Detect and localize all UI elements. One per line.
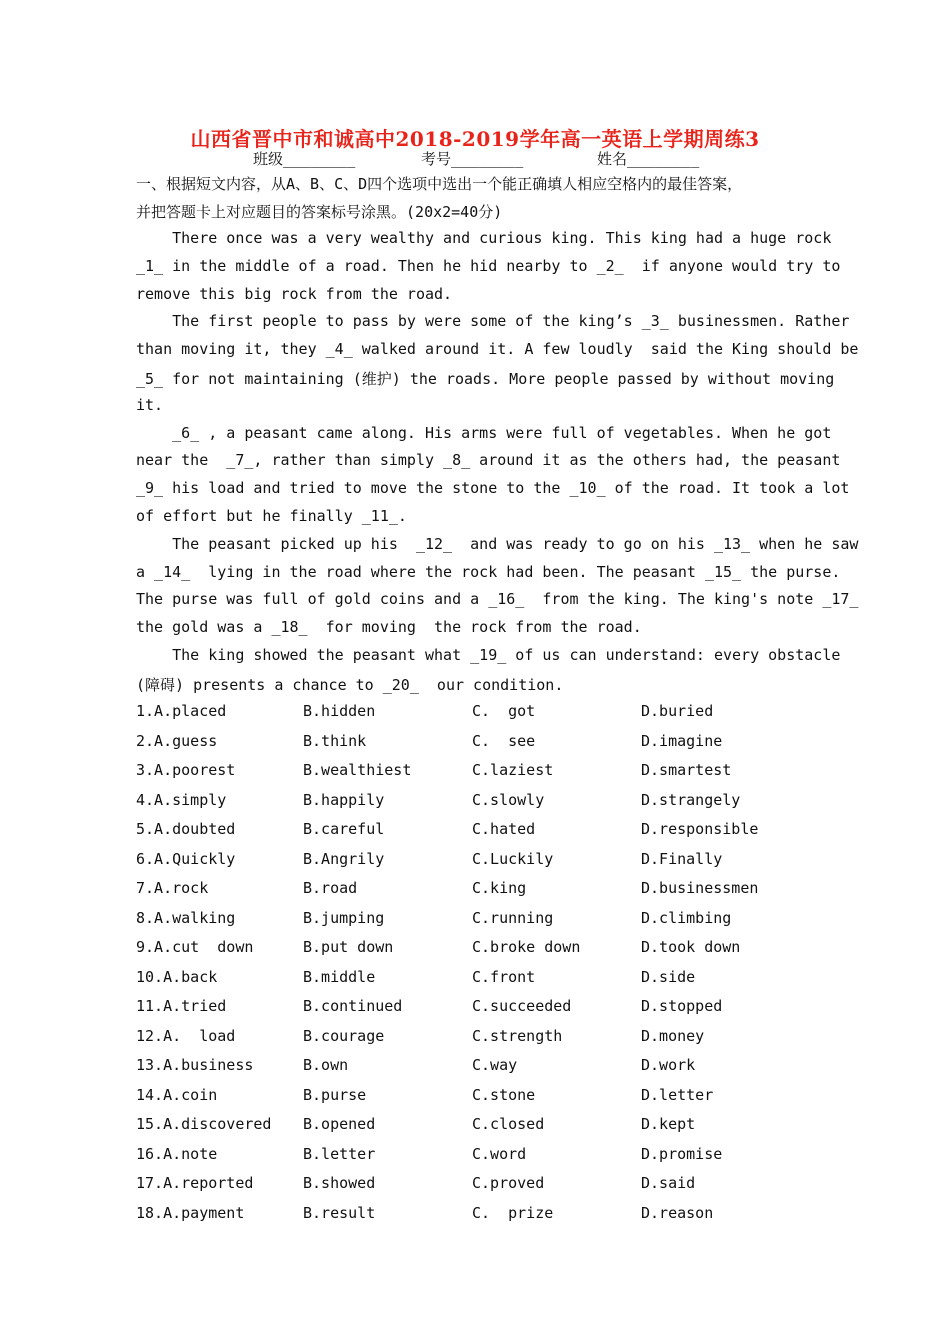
option-c: C.word: [472, 1144, 527, 1163]
option-c: C.front: [472, 967, 536, 986]
option-c: C.running: [472, 908, 554, 927]
passage-line: The king showed the peasant what _19_ of us can understand: every obstacle: [136, 646, 841, 664]
option-c: C.hated: [472, 820, 536, 838]
option-a: 1.A.placed: [136, 702, 227, 720]
passage-line: remove this big rock from the road.: [136, 284, 453, 303]
option-c: C. prize: [472, 1203, 554, 1222]
exam-number-field: 考号________: [421, 150, 524, 168]
option-a: 6.A.Quickly: [136, 849, 236, 868]
option-d: D.responsible: [641, 820, 759, 838]
option-d: D.money: [641, 1026, 705, 1045]
option-a: 5.A.doubted: [136, 820, 236, 838]
option-c: C.succeeded: [472, 997, 572, 1015]
option-b: B.own: [303, 1056, 349, 1074]
option-a: 8.A.walking: [136, 908, 236, 927]
option-b: B.middle: [303, 967, 376, 986]
passage-line: _5_ for not maintaining (维护) the roads. More people passed by without moving: [136, 370, 835, 388]
option-b: B.purse: [303, 1085, 367, 1104]
passage-line: _1_ in the middle of a road. Then he hid nearby to _2_ if anyone would try to: [136, 256, 841, 275]
option-d: D.businessmen: [641, 879, 759, 897]
option-c: C.way: [472, 1056, 518, 1074]
passage-line: (障碍) presents a chance to _20_ our condition.: [136, 675, 564, 694]
option-c: C. see: [472, 731, 536, 750]
passage-line: _9_ his load and tried to move the stone to the _10_ of the road. It took a lot: [136, 479, 850, 498]
option-c: C.stone: [472, 1085, 536, 1104]
option-d: D.strangely: [641, 790, 741, 809]
passage-line: near the _7_, rather than simply _8_ around it as the others had, the peasant: [136, 451, 841, 470]
passage-line: _6_ , a peasant came along. His arms were full of vegetables. When he got: [136, 423, 832, 442]
option-a: 11.A.tried: [136, 997, 227, 1015]
passage-line: a _14_ lying in the road where the rock had been. The peasant _15_ the purse.: [136, 562, 841, 581]
passage-line: The peasant picked up his _12_ and was ready to go on his _13_ when he saw: [136, 534, 859, 553]
passage-line: than moving it, they _4_ walked around it. A few loudly said the King should be: [136, 340, 859, 359]
option-a: 7.A.rock: [136, 879, 209, 897]
page-title: 山西省晋中市和诚高中2018-2019学年高一英语上学期周练3: [190, 127, 760, 151]
option-c: C.slowly: [472, 790, 545, 809]
option-a: 17.A.reported: [136, 1174, 254, 1192]
option-c: C.strength: [472, 1026, 563, 1045]
option-d: D.smartest: [641, 761, 732, 779]
option-b: B.jumping: [303, 908, 385, 927]
option-c: C.laziest: [472, 761, 554, 779]
option-d: D.reason: [641, 1203, 714, 1222]
passage-line: The first people to pass by were some of the king’s _3_ businessmen. Rather: [136, 312, 850, 331]
option-a: 2.A.guess: [136, 731, 218, 750]
option-a: 14.A.coin: [136, 1085, 218, 1104]
option-b: B.put down: [303, 938, 394, 956]
option-b: B.courage: [303, 1026, 385, 1045]
option-d: D.Finally: [641, 849, 723, 868]
option-d: D.imagine: [641, 731, 723, 750]
option-d: D.work: [641, 1056, 696, 1074]
option-b: B.opened: [303, 1115, 376, 1133]
option-d: D.climbing: [641, 908, 732, 927]
option-c: C.broke down: [472, 938, 581, 956]
option-b: B.think: [303, 731, 367, 750]
option-c: C.closed: [472, 1115, 545, 1133]
option-a: 3.A.poorest: [136, 761, 236, 779]
instructions-line-2: 并把答题卡上对应题目的答案标号涂黑。(20x2=40分): [136, 203, 503, 221]
option-c: C.king: [472, 879, 527, 897]
passage-line: There once was a very wealthy and curious king. This king had a huge rock: [136, 229, 832, 247]
option-b: B.hidden: [303, 702, 376, 720]
option-b: B.road: [303, 879, 358, 897]
option-c: C.Luckily: [472, 849, 554, 868]
option-a: 12.A. load: [136, 1026, 236, 1045]
option-d: D.promise: [641, 1144, 723, 1163]
option-a: 18.A.payment: [136, 1203, 245, 1222]
option-a: 10.A.back: [136, 967, 218, 986]
passage-line: it.: [136, 395, 164, 414]
option-d: D.buried: [641, 702, 714, 720]
option-b: B.careful: [303, 820, 385, 838]
option-a: 4.A.simply: [136, 790, 227, 809]
option-d: D.kept: [641, 1115, 696, 1133]
option-b: B.happily: [303, 790, 385, 809]
option-b: B.letter: [303, 1144, 376, 1163]
option-b: B.continued: [303, 997, 403, 1015]
option-c: C.proved: [472, 1174, 545, 1192]
option-a: 16.A.note: [136, 1144, 218, 1163]
option-d: D.stopped: [641, 997, 723, 1015]
class-field: 班级________: [253, 150, 356, 168]
option-a: 15.A.discovered: [136, 1115, 272, 1133]
passage-line: the gold was a _18_ for moving the rock from the road.: [136, 618, 642, 637]
option-d: D.letter: [641, 1085, 714, 1104]
name-field: 姓名________: [597, 150, 700, 168]
option-d: D.said: [641, 1174, 696, 1192]
option-b: B.Angrily: [303, 849, 385, 868]
option-b: B.wealthiest: [303, 761, 412, 779]
option-b: B.showed: [303, 1174, 376, 1192]
option-c: C. got: [472, 702, 536, 720]
passage-line: The purse was full of gold coins and a _16_ from the king. The king's note _17_: [136, 590, 859, 609]
option-a: 13.A.business: [136, 1056, 254, 1074]
instructions-line-1: 一、根据短文内容，从A、B、C、D四个选项中选出一个能正确填人相应空格内的最佳答案，: [136, 175, 743, 193]
option-a: 9.A.cut down: [136, 938, 254, 956]
option-d: D.side: [641, 967, 696, 986]
passage-line: of effort but he finally _11_.: [136, 507, 407, 525]
option-d: D.took down: [641, 938, 741, 956]
option-b: B.result: [303, 1203, 376, 1222]
